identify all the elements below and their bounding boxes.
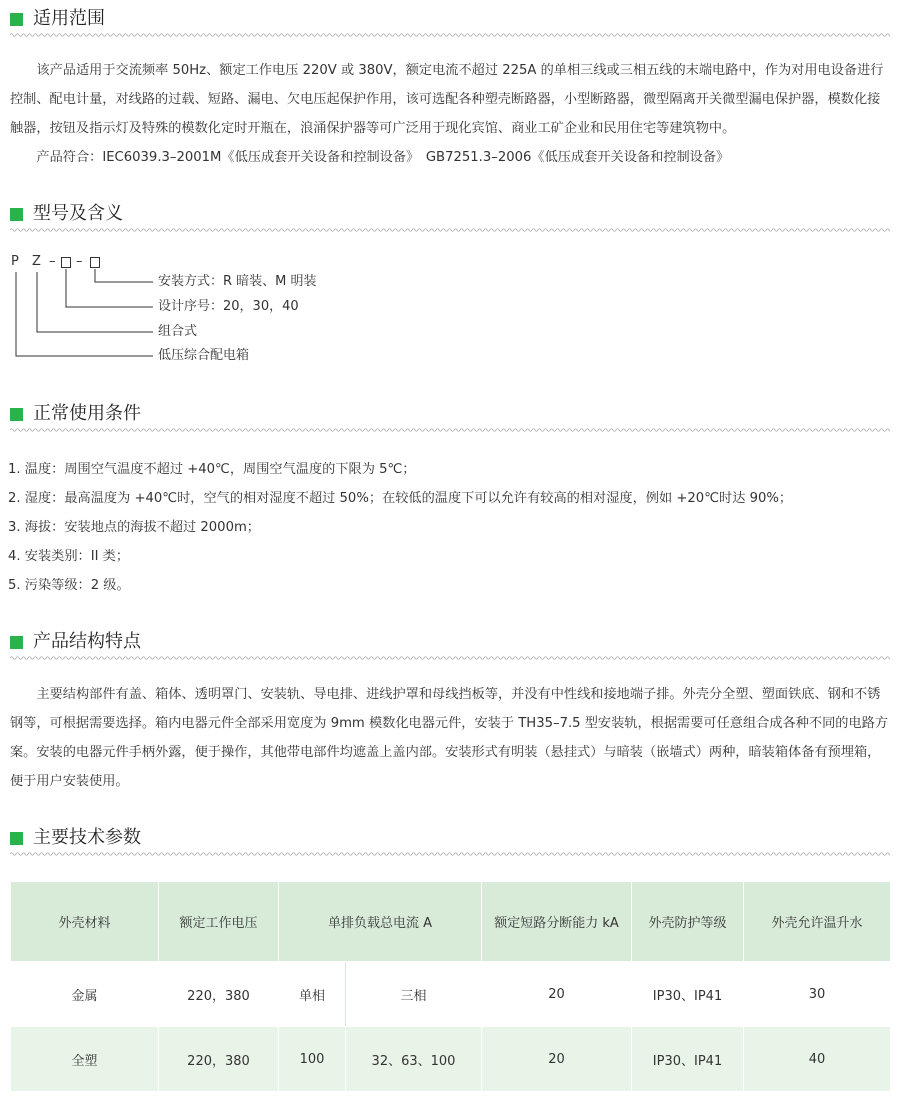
table-cell: IP30、IP41 — [632, 1027, 744, 1092]
scope-paragraph — [10, 56, 890, 172]
condition-item: 5. 污染等级：2 级。 — [8, 578, 130, 593]
condition-item: 3. 海拔：安装地点的海拔不超过 2000m； — [8, 520, 260, 535]
table-cell: 单相 — [279, 962, 346, 1027]
section-header-scope — [10, 2, 890, 42]
model-diagram — [10, 252, 430, 372]
table-header-cell: 外壳材料 — [11, 882, 159, 962]
condition-item: 2. 湿度：最高温度为 +40℃时，空气的相对湿度不超过 50%；在较低的温度下可以允许有较高的相对湿度，例如 +20℃时达 90%； — [8, 491, 793, 506]
table-row — [11, 962, 891, 1027]
spec-table — [10, 881, 891, 1092]
section-title: 正常使用条件 — [33, 403, 141, 424]
table-header-cell: 外壳允许温升水 — [744, 882, 891, 962]
table-header-row — [11, 882, 891, 962]
table-cell: 30 — [744, 962, 891, 1027]
green-square-icon — [10, 13, 23, 26]
table-cell: 100 — [279, 1027, 346, 1092]
table-header-cell: 额定工作电压 — [159, 882, 279, 962]
section-header-conditions — [10, 397, 890, 437]
section-header-structure — [10, 625, 890, 665]
table-cell: 20 — [482, 962, 632, 1027]
table-cell: 220，380 — [159, 1027, 279, 1092]
wavy-divider — [10, 655, 890, 661]
table-row — [11, 1027, 891, 1092]
wavy-divider — [10, 227, 890, 233]
section-title: 主要技术参数 — [33, 827, 141, 848]
structure-text: 主要结构部件有盖、箱体、透明罩门、安装轨、导电排、进线护罩和母线挡板等，并没有中性线和接地端子排。外壳分全塑、塑面铁底、钢和不锈钢等，可根据需要选择。箱内电器元件全部采用宽度为 9mm 模数化电器元件，安装于 TH35–7.5 型安装轨，根据需要可任意组合成各种不同的电路方案。安装的电器元件手柄外露，便于操作，其他带电部件均遮盖上盖内部。安装形式有明装（悬挂式）与暗装（嵌墙式）两种，暗装箱体备有预埋箱，便于用户安装使用。 — [10, 687, 889, 789]
model-code-z: Z — [32, 254, 41, 269]
scope-text: 该产品适用于交流频率 50Hz、额定工作电压 220V 或 380V，额定电流不超过 225A 的单相三线或三相五线的末端电路中，作为对用电设备进行控制、配电计量，对线路的过载、短路、漏电、欠电压起保护作用，该可选配各种塑壳断路器，小型断路器，微型隔离开关微型漏电保护器，模数化接触器，按钮及指示灯及特殊的模数化定时开瓶在，浪涌保护器等可广泛用于现化宾馆、商业工矿企业和民用住宅等建筑物中。 — [10, 63, 884, 136]
section-title: 适用范围 — [33, 8, 105, 29]
table-cell: 220，380 — [159, 962, 279, 1027]
table-header-cell: 单排负载总电流 A — [279, 882, 482, 962]
wavy-divider — [10, 851, 890, 857]
condition-item: 1. 温度：周围空气温度不超过 +40℃，周围空气温度的下限为 5℃； — [8, 462, 416, 477]
section-title: 型号及含义 — [33, 203, 123, 224]
condition-item: 4. 安装类别：II 类； — [8, 549, 130, 564]
table-cell: 32、63、100 — [346, 1027, 482, 1092]
model-label-install: 安装方式：R 暗装、M 明装 — [158, 274, 317, 289]
model-code-p: P — [11, 254, 19, 269]
model-connector-lines — [10, 252, 170, 372]
green-square-icon — [10, 408, 23, 421]
table-header-cell: 外壳防护等级 — [632, 882, 744, 962]
table-cell: 三相 — [346, 962, 482, 1027]
table-cell: IP30、IP41 — [632, 962, 744, 1027]
table-cell: 全塑 — [11, 1027, 159, 1092]
standards-text: 产品符合：IEC6039.3–2001M《低压成套开关设备和控制设备》 GB7251.3–2006《低压成套开关设备和控制设备》 — [36, 150, 730, 165]
model-label-design: 设计序号：20，30，40 — [158, 299, 299, 314]
section-title: 产品结构特点 — [33, 631, 141, 652]
table-cell: 20 — [482, 1027, 632, 1092]
model-label-box: 低压综合配电箱 — [158, 348, 250, 363]
table-header-cell: 额定短路分断能力 kA — [482, 882, 632, 962]
wavy-divider — [10, 427, 890, 433]
green-square-icon — [10, 208, 23, 221]
model-dash: – — [49, 254, 56, 269]
green-square-icon — [10, 832, 23, 845]
structure-paragraph — [10, 680, 890, 796]
section-header-model — [10, 197, 890, 237]
table-cell: 40 — [744, 1027, 891, 1092]
model-label-combination: 组合式 — [158, 324, 198, 339]
model-dash: – — [76, 254, 83, 269]
green-square-icon — [10, 636, 23, 649]
wavy-divider — [10, 32, 890, 38]
table-cell: 金属 — [11, 962, 159, 1027]
section-header-params — [10, 821, 890, 861]
